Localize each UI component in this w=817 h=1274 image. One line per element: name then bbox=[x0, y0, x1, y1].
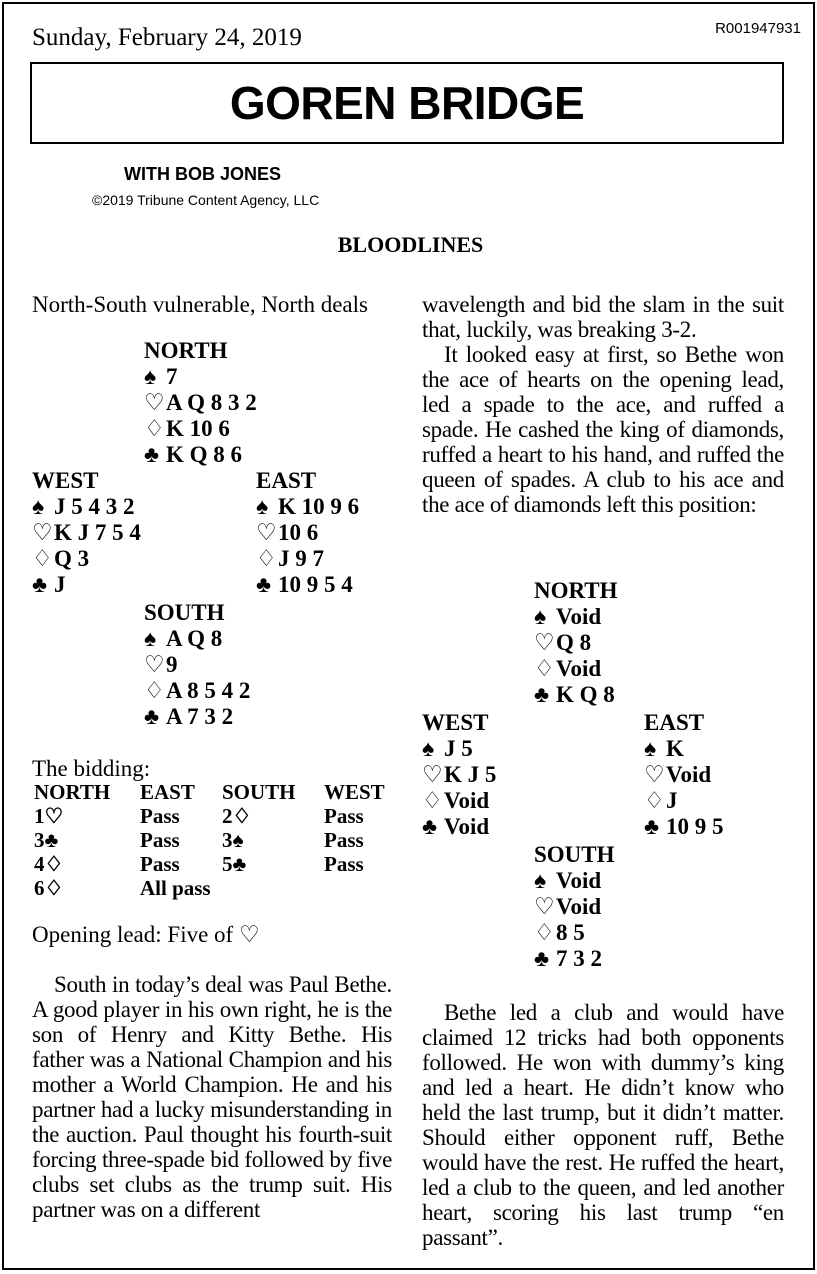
hand-label: EAST bbox=[256, 468, 317, 493]
clubs-row: ♣ A 7 3 2 bbox=[144, 704, 234, 729]
clubs-row: ♣ 10 9 5 bbox=[644, 814, 724, 839]
clubs-row: ♣ J bbox=[32, 572, 66, 597]
diamond-icon: ♢ bbox=[256, 546, 277, 571]
column-title: GOREN BRIDGE bbox=[229, 77, 585, 129]
club-icon: ♣ bbox=[422, 814, 438, 839]
hand-label: WEST bbox=[422, 710, 489, 735]
heart-icon: ♡ bbox=[422, 762, 443, 787]
diamonds-row: ♢A 8 5 4 2 bbox=[144, 678, 251, 703]
spades-row: ♠ K bbox=[644, 736, 684, 761]
spades-row: ♠ K 10 9 6 bbox=[256, 494, 360, 519]
bidding-col-east: EAST bbox=[140, 780, 195, 804]
hearts-row: ♡Void bbox=[534, 894, 602, 919]
hand-label: NORTH bbox=[144, 338, 228, 363]
heart-icon: ♡ bbox=[534, 894, 555, 919]
spades-row: ♠ J 5 4 3 2 bbox=[32, 494, 135, 519]
column1-body bbox=[32, 972, 392, 1222]
spade-icon: ♠ bbox=[32, 494, 45, 519]
deal-info: North-South vulnerable, North deals bbox=[32, 292, 368, 317]
hand-label: NORTH bbox=[534, 578, 618, 603]
title-box bbox=[30, 62, 784, 144]
spades-row: ♠ Void bbox=[534, 868, 602, 893]
diamonds-row: ♢8 5 bbox=[534, 920, 585, 945]
body-paragraph: South in today’s deal was Paul Bethe. A good player in his own right, he is the son of Henry and Kitty Bethe. His father was a National Champion and his mother a World Champion. He and his partner had a lucky misunderstanding in the auction. Paul thought his fourth-suit forcing three-spade bid followed by five clubs set clubs as the trump suit. His partner was on a different bbox=[32, 972, 392, 1222]
diamond-icon: ♢ bbox=[644, 788, 665, 813]
clubs-row: ♣ K Q 8 bbox=[534, 682, 615, 707]
club-icon: ♣ bbox=[534, 946, 550, 971]
bidding-col-north: NORTH bbox=[34, 780, 111, 804]
clubs-row: ♣ Void bbox=[422, 814, 490, 839]
diagram2-south-hand bbox=[534, 842, 615, 972]
spade-icon: ♠ bbox=[534, 868, 547, 893]
clubs-row: ♣ 7 3 2 bbox=[534, 946, 602, 971]
hearts-row: ♡Void bbox=[644, 762, 712, 787]
heart-icon: ♡ bbox=[256, 520, 277, 545]
bidding-col-west: WEST bbox=[324, 780, 385, 804]
club-icon: ♣ bbox=[534, 682, 550, 707]
hearts-row: ♡9 bbox=[144, 652, 178, 677]
article-page: Sunday, February 24, 2019 R001947931 GOREN BRIDGE WITH BOB JONES ©2019 Tribune Content Agency, LLC BLOODLINES North-South vulnerable, North deals NORTH ♠ 7 ♡A Q 8 3 2 ♢K 10 6 ♣ K Q 8 6 WEST ♠ J 5 4 3 2 ♡K J 7 5 4 ♢Q 3 ♣ J EAST ♠ K 10 9 6 ♡10 6 ♢J 9 7 ♣ 10 9 5 4 SOUTH ♠ A Q 8 ♡9 ♢A 8 5 4 2 ♣ A 7 3 2 The bidding: NORTH EAST SOUTH WEST 1♡ Pass 2♢ Pass 3♣ Pass 3♠ Pass 4♢ Pass 5♣ Pass 6♢ All pass Opening lead: Five of ♡ South in today’s deal was Paul Bethe. A good player in his own right, he is the son of Henry and Kitty Bethe. His father was a National Champion and his mother a World Champion. He and his partner had a lucky misunderstanding in the auction. Paul thought his fourth-suit forcing three-spade bid followed by five clubs set clubs as the trump suit. His partner was on a different wavelength and bid the slam in the suit that, luckily, was breaking 3-2. It looked easy at first, so Bethe won the ace of hearts on the opening lead, led a spade to the ace, and ruffed a spade. He cashed the king of diamonds, ruffed a heart to his hand, and ruffed the queen of spades. A club to his ace and the ace of diamonds left this position: NORTH ♠ Void ♡Q 8 ♢Void ♣ K Q 8 WEST ♠ J 5 ♡K J 5 ♢Void ♣ Void EAST ♠ K ♡Void ♢J ♣ 10 9 5 SOUTH ♠ Void ♡Void ♢8 5 ♣ 7 3 2 Bethe led a club and would have claimed 12 tricks had both opponents followed. He won with dummy’s king and led a heart. He didn’t know who held the last trump, but it didn’t matter. Should either opponent ruff, Bethe would have the rest. He ruffed the heart, led a club to the queen, and led another heart, scoring his last trump “en passant”. bbox=[2, 2, 815, 1270]
copyright: ©2019 Tribune Content Agency, LLC bbox=[92, 192, 320, 208]
heart-icon: ♡ bbox=[32, 520, 53, 545]
club-icon: ♣ bbox=[144, 704, 160, 729]
hearts-row: ♡10 6 bbox=[256, 520, 319, 545]
club-icon: ♣ bbox=[256, 572, 272, 597]
club-icon: ♣ bbox=[644, 814, 660, 839]
diamond-icon: ♢ bbox=[144, 416, 165, 441]
opening-lead: Opening lead: Five of ♡ bbox=[32, 922, 260, 947]
diamonds-row: ♢Void bbox=[422, 788, 490, 813]
clubs-row: ♣ 10 9 5 4 bbox=[256, 572, 353, 597]
column2-body-bottom bbox=[422, 1000, 784, 1250]
spade-icon: ♠ bbox=[534, 604, 547, 629]
body-paragraph: wavelength and bid the slam in the suit that, luckily, was breaking 3-2. bbox=[422, 292, 784, 342]
club-icon: ♣ bbox=[32, 572, 48, 597]
headline: BLOODLINES bbox=[337, 232, 484, 257]
diamonds-row: ♢J 9 7 bbox=[256, 546, 324, 571]
heart-icon: ♡ bbox=[144, 652, 165, 677]
hearts-row: ♡K J 5 bbox=[422, 762, 497, 787]
heart-icon: ♡ bbox=[534, 630, 555, 655]
diamond-icon: ♢ bbox=[32, 546, 53, 571]
club-icon: ♣ bbox=[144, 442, 160, 467]
diagram1-south-hand bbox=[144, 600, 250, 730]
spade-icon: ♠ bbox=[144, 364, 157, 389]
column2-body-top bbox=[422, 292, 784, 517]
spades-row: ♠ 7 bbox=[144, 364, 178, 389]
bidding-heading: The bidding: bbox=[32, 756, 151, 781]
publication-date: Sunday, February 24, 2019 bbox=[32, 24, 302, 51]
diagram1-north-hand bbox=[144, 338, 257, 468]
diagram2-west-hand bbox=[422, 710, 496, 840]
spade-icon: ♠ bbox=[256, 494, 269, 519]
diamonds-row: ♢J bbox=[644, 788, 678, 813]
diamonds-row: ♢K 10 6 bbox=[144, 416, 230, 441]
hand-label: SOUTH bbox=[534, 842, 615, 867]
diagram1-west-hand bbox=[32, 468, 141, 598]
hearts-row: ♡K J 7 5 4 bbox=[32, 520, 141, 545]
spades-row: ♠ Void bbox=[534, 604, 602, 629]
spade-icon: ♠ bbox=[144, 626, 157, 651]
hearts-row: ♡A Q 8 3 2 bbox=[144, 390, 257, 415]
bidding-col-south: SOUTH bbox=[222, 780, 296, 804]
body-paragraph: Bethe led a club and would have claimed 12 tricks had both opponents followed. He won with dummy’s king and led a heart. He didn’t know who held the last trump, but it didn’t matter. Should either opponent ruff, Bethe would have the rest. He ruffed the heart, led a club to the queen, and led another heart, scoring his last trump “en passant”. bbox=[422, 1000, 784, 1250]
hand-label: EAST bbox=[644, 710, 705, 735]
diagram2-east-hand bbox=[644, 710, 724, 840]
byline: WITH BOB JONES bbox=[124, 164, 282, 184]
diamond-icon: ♢ bbox=[144, 678, 165, 703]
spade-icon: ♠ bbox=[644, 736, 657, 761]
diamonds-row: ♢Void bbox=[534, 656, 602, 681]
diamond-icon: ♢ bbox=[422, 788, 443, 813]
heart-icon: ♡ bbox=[644, 762, 665, 787]
hand-label: SOUTH bbox=[144, 600, 225, 625]
heart-icon: ♡ bbox=[144, 390, 165, 415]
hearts-row: ♡Q 8 bbox=[534, 630, 592, 655]
diamond-icon: ♢ bbox=[534, 920, 555, 945]
clubs-row: ♣ K Q 8 6 bbox=[144, 442, 243, 467]
spades-row: ♠ J 5 bbox=[422, 736, 473, 761]
spades-row: ♠ A Q 8 bbox=[144, 626, 223, 651]
body-paragraph: It looked easy at first, so Bethe won the ace of hearts on the opening lead, led a spade to the ace, and ruffed a spade. He cashed the king of diamonds, ruffed a heart to his hand, and ruffed the queen of spades. A club to his ace and the ace of diamonds left this position: bbox=[422, 342, 784, 517]
hand-label: WEST bbox=[32, 468, 99, 493]
article-code: R001947931 bbox=[715, 20, 801, 37]
diamond-icon: ♢ bbox=[534, 656, 555, 681]
spade-icon: ♠ bbox=[422, 736, 435, 761]
diagram2-north-hand bbox=[534, 578, 618, 708]
diagram1-east-hand bbox=[256, 468, 359, 598]
diamonds-row: ♢Q 3 bbox=[32, 546, 90, 571]
